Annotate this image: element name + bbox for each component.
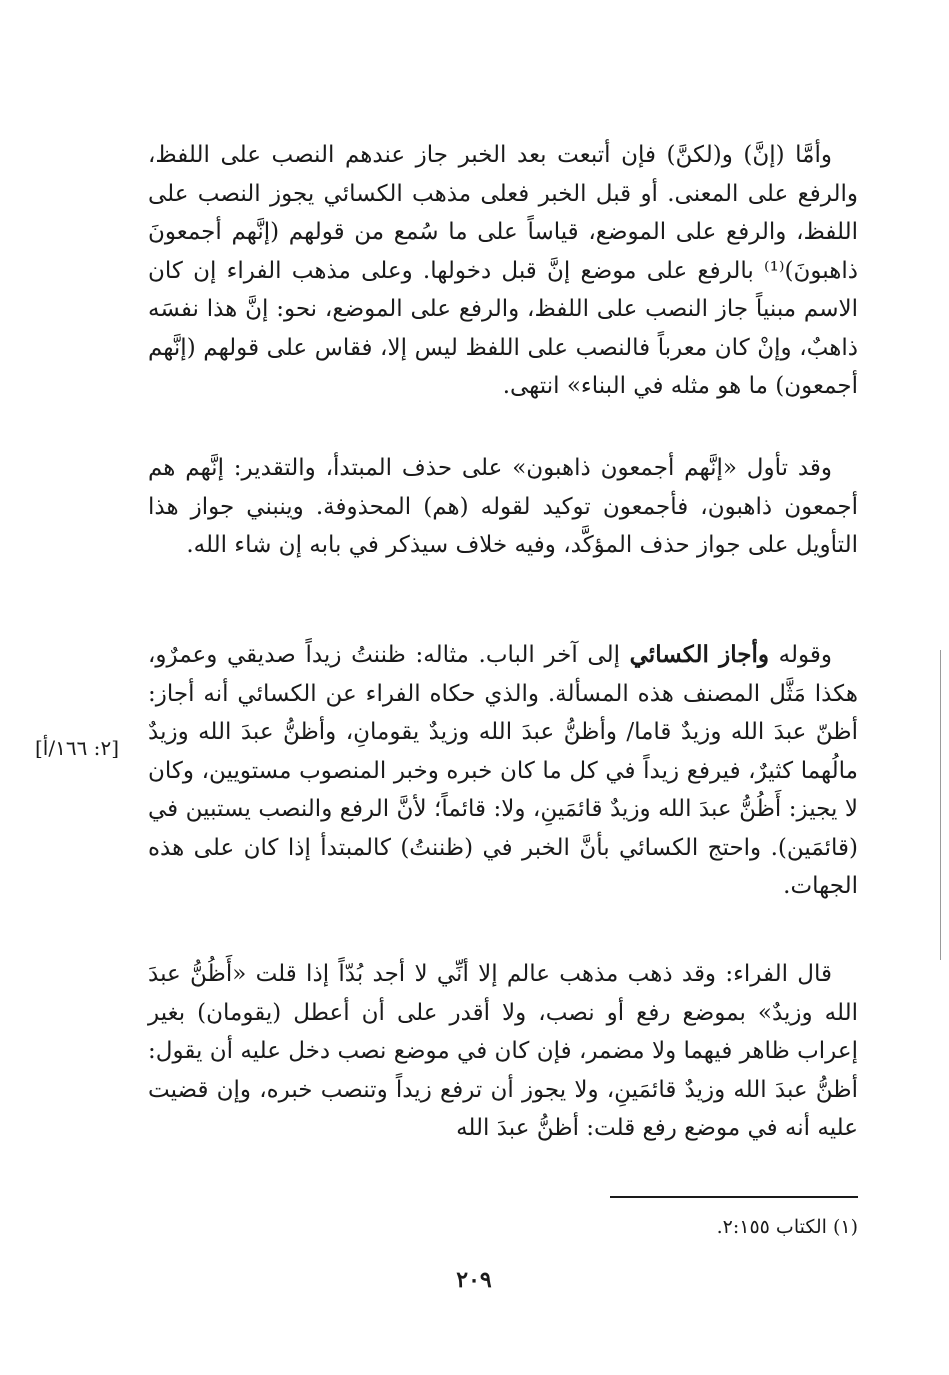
page-edge-line (940, 650, 941, 960)
paragraph-3-body: إلى آخر الباب. مثاله: ظننتُ زيداً صديقي وعمرٌو، هكذا مَثَّل المصنف هذه المسألة. والذي حكاه الفراء عن الكسائي أنه أجاز: أظنّ عبدَ الله وزيدٌ قاما/ وأظنُّ عبدَ الله وزيدٌ يقومانِ، وأظنُّ عبدَ الله وزيدٌ مالُهما كثيرٌ، فيرفع زيداً في كل ما كان خبره وخبر المنصوب مستويين، وكان لا يجيز: أَظُنُّ عبدَ الله وزيدٌ قائمَينِ، ولا: قائماً؛ لأنَّ الرفع والنصب يستبين في (قائمَين). واحتج الكسائي بأنَّ الخبر في (ظننتُ) كالمبتدأ إذا كان على هذه الجهات. (148, 642, 858, 899)
paragraph-2 (148, 449, 858, 565)
page-number: ٢٠٩ (456, 1267, 492, 1293)
footnote: (١) الكتاب ٢:١٥٥. (716, 1216, 858, 1238)
paragraph-3-bold-quote: وأجاز الكسائي (629, 641, 770, 668)
paragraph-4 (148, 955, 858, 1148)
paragraph-3-text (148, 636, 858, 906)
manuscript-margin-reference: [٢: ١٦٦/أ] (34, 736, 119, 760)
footnote-divider (610, 1196, 858, 1198)
paragraph-4-text: قال الفراء: وقد ذهب مذهب عالم إلا أنِّي لا أجد بُدّاً إذا قلت «أَظُنُّ عبدَ الله وزيدٌ» بموضع رفع أو نصب، ولا أقدر على أن أعطل (يقومان) بغير إعراب ظاهر فيهما ولا مضمر، فإن كان في موضع نصب دخل عليه أن يقول: أظنُّ عبدَ الله وزيدٌ قائمَينِ، ولا يجوز أن ترفع زيداً وتنصب خبره، وإن قضيت عليه أنه في موضع رفع قلت: أظنُّ عبدَ الله (148, 961, 858, 1141)
paragraph-1 (148, 136, 858, 406)
paragraph-1-text: وأمَّا (إنَّ) و(لكنَّ) فإن أتبعت بعد الخبر جاز عندهم النصب على اللفظ، والرفع على المعنى. أو قبل الخبر فعلى مذهب الكسائي يجوز النصب على اللفظ، والرفع على الموضع، قياساً على ما سُمع من قولهم (إنَّهم أجمعونَ ذاهبونَ)⁽¹⁾ بالرفع على موضع إنَّ قبل دخولها. وعلى مذهب الفراء إن كان الاسم مبنياً جاز النصب على اللفظ، والرفع على الموضع، نحو: إنَّ هذا نفسَه ذاهبٌ، وإنْ كان معرباً فالنصب على اللفظ ليس إلا، فقاس على قولهم (إنَّهم أجمعون) ما هو مثله في البناء» انتهى. (148, 142, 858, 399)
paragraph-2-text: وقد تأول «إنَّهم أجمعون ذاهبون» على حذف المبتدأ، والتقدير: إنَّهم هم أجمعون ذاهبون، فأجمعون توكيد لقوله (هم) المحذوفة. وينبني جواز هذا التأويل على جواز حذف المؤكَّد، وفيه خلاف سيذكر في بابه إن شاء الله. (148, 455, 858, 558)
paragraph-3 (148, 636, 858, 906)
paragraph-3-lead: وقوله (769, 642, 832, 668)
